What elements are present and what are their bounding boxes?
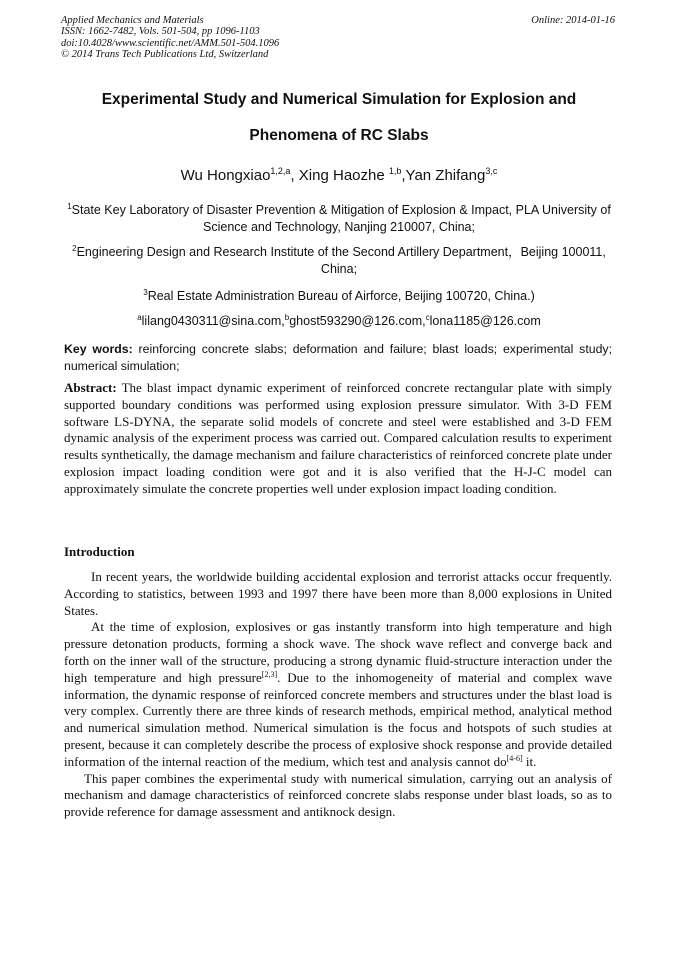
keywords-text: reinforcing concrete slabs; deformation and failure; blast loads; experimental study; numerical simulation; xyxy=(64,342,612,373)
affiliation-3 xyxy=(60,288,618,305)
email-sup: c xyxy=(425,313,430,322)
journal-name: Applied Mechanics and Materials xyxy=(61,15,204,26)
citation-ref: [4-6] xyxy=(506,753,523,763)
paper-title-line-2: Phenomena of RC Slabs xyxy=(249,127,429,144)
abstract-section xyxy=(64,380,612,498)
author-name: Wu Hongxiao xyxy=(180,167,271,184)
author-separator: , xyxy=(401,167,406,184)
author-separator: , xyxy=(290,167,299,184)
affiliation-sup: 2 xyxy=(72,244,77,253)
paragraph-2-part-2: . Due to the inhomogeneity of material and complex wave information, the dynamic response of reinforced concrete members and structures under the blast load is very complex. Currently there are three kinds of research methods, empirical method, analytical method and numerical simulation method. Numerical simulation is the focus and hotspots of such studies at present, because it can completely describe the process of explosive shock response and provide detailed information of the internal reaction of the medium, which test and analysis cannot do xyxy=(64,669,612,769)
author-name: Xing Haozhe xyxy=(298,167,389,184)
abstract-text: The blast impact dynamic experiment of reinforced concrete rectangular plate with simply supported boundary conditions was performed using explosion pressure simulator. With 3-D FEM software LS-DYNA, the separate solid models of concrete and steel were established and 3-D FEM dynamic analysis of the experiment process was carried out. Compared calculation results to experiment results synthetically, the damage mechanism and failure characteristics of reinforced concrete plate under explosion impact loading condition were got and it is also verified that the H-J-C model can approximately simulate the concrete properties well under explosion impact loading condition. xyxy=(64,380,612,496)
author-list xyxy=(60,167,618,184)
doi-line: doi:10.4028/www.scientific.net/AMM.501-504.1096 xyxy=(61,37,280,49)
author-affiliation-sup: 1,2,a xyxy=(270,166,291,176)
affiliation-text: Engineering Design and Research Institute of the Second Artillery Department，Beijing 100011, China; xyxy=(76,245,606,276)
email-address: lilang0430311@sina.com, xyxy=(141,314,285,328)
paper-title-line-1: Experimental Study and Numerical Simulation for Explosion and xyxy=(101,91,577,108)
introduction-body xyxy=(64,569,612,821)
keywords-label: Key words: xyxy=(64,342,133,356)
affiliation-text: State Key Laboratory of Disaster Prevention & Mitigation of Explosion & Impact, PLA University of Science and Technology, Nanjing 210007, China; xyxy=(71,203,611,234)
author-name: Yan Zhifang xyxy=(405,167,486,184)
paragraph-2-part-3: it. xyxy=(522,753,537,769)
paragraph-1: In recent years, the worldwide building accidental explosion and terrorist attacks occur frequently. According to statistics, between 1993 and 1997 there have been more than 8,000 explosions in United States. xyxy=(64,569,612,618)
author-affiliation-sup: 3,c xyxy=(485,166,498,176)
copyright-line: © 2014 Trans Tech Publications Ltd, Switzerland xyxy=(61,48,269,60)
affiliation-sup: 3 xyxy=(143,288,148,297)
email-sup: b xyxy=(284,313,290,322)
paragraph-2-part-1: At the time of explosion, explosives or gas instantly transform into high temperature and high pressure detonation products, forming a shock wave. The shock wave reflect and converge back and forth on the inner wall of the structure, producing a strong dynamic fluid-structure interaction under the high temperature and high pressure xyxy=(64,619,612,685)
affiliation-2 xyxy=(60,244,618,278)
keywords-section xyxy=(64,341,612,374)
author-affiliation-sup: 1,b xyxy=(388,166,402,176)
paragraph-2 xyxy=(64,619,612,770)
journal-header xyxy=(61,15,279,60)
affiliation-sup: 1 xyxy=(67,202,72,211)
email-address: lona1185@126.com xyxy=(429,314,541,328)
abstract-label: Abstract: xyxy=(64,380,117,395)
affiliation-text: Real Estate Administration Bureau of Airforce, Beijing 100720, China.) xyxy=(147,289,535,303)
email-sup: a xyxy=(137,313,142,322)
paragraph-3: This paper combines the experimental study with numerical simulation, carrying out an analysis of mechanism and damage characteristics of reinforced concrete slabs response under blast loads, so as to provide reference for damage assessment and antiknock design. xyxy=(64,770,612,820)
online-date: Online: 2014-01-16 xyxy=(531,15,615,26)
citation-ref: [2,3] xyxy=(261,669,278,679)
email-list xyxy=(60,313,618,330)
email-address: ghost593290@126.com, xyxy=(289,314,426,328)
issn-line: ISSN: 1662-7482, Vols. 501-504, pp 1096-1103 xyxy=(61,26,260,38)
introduction-heading: Introduction xyxy=(64,544,135,559)
affiliation-1 xyxy=(60,202,618,236)
